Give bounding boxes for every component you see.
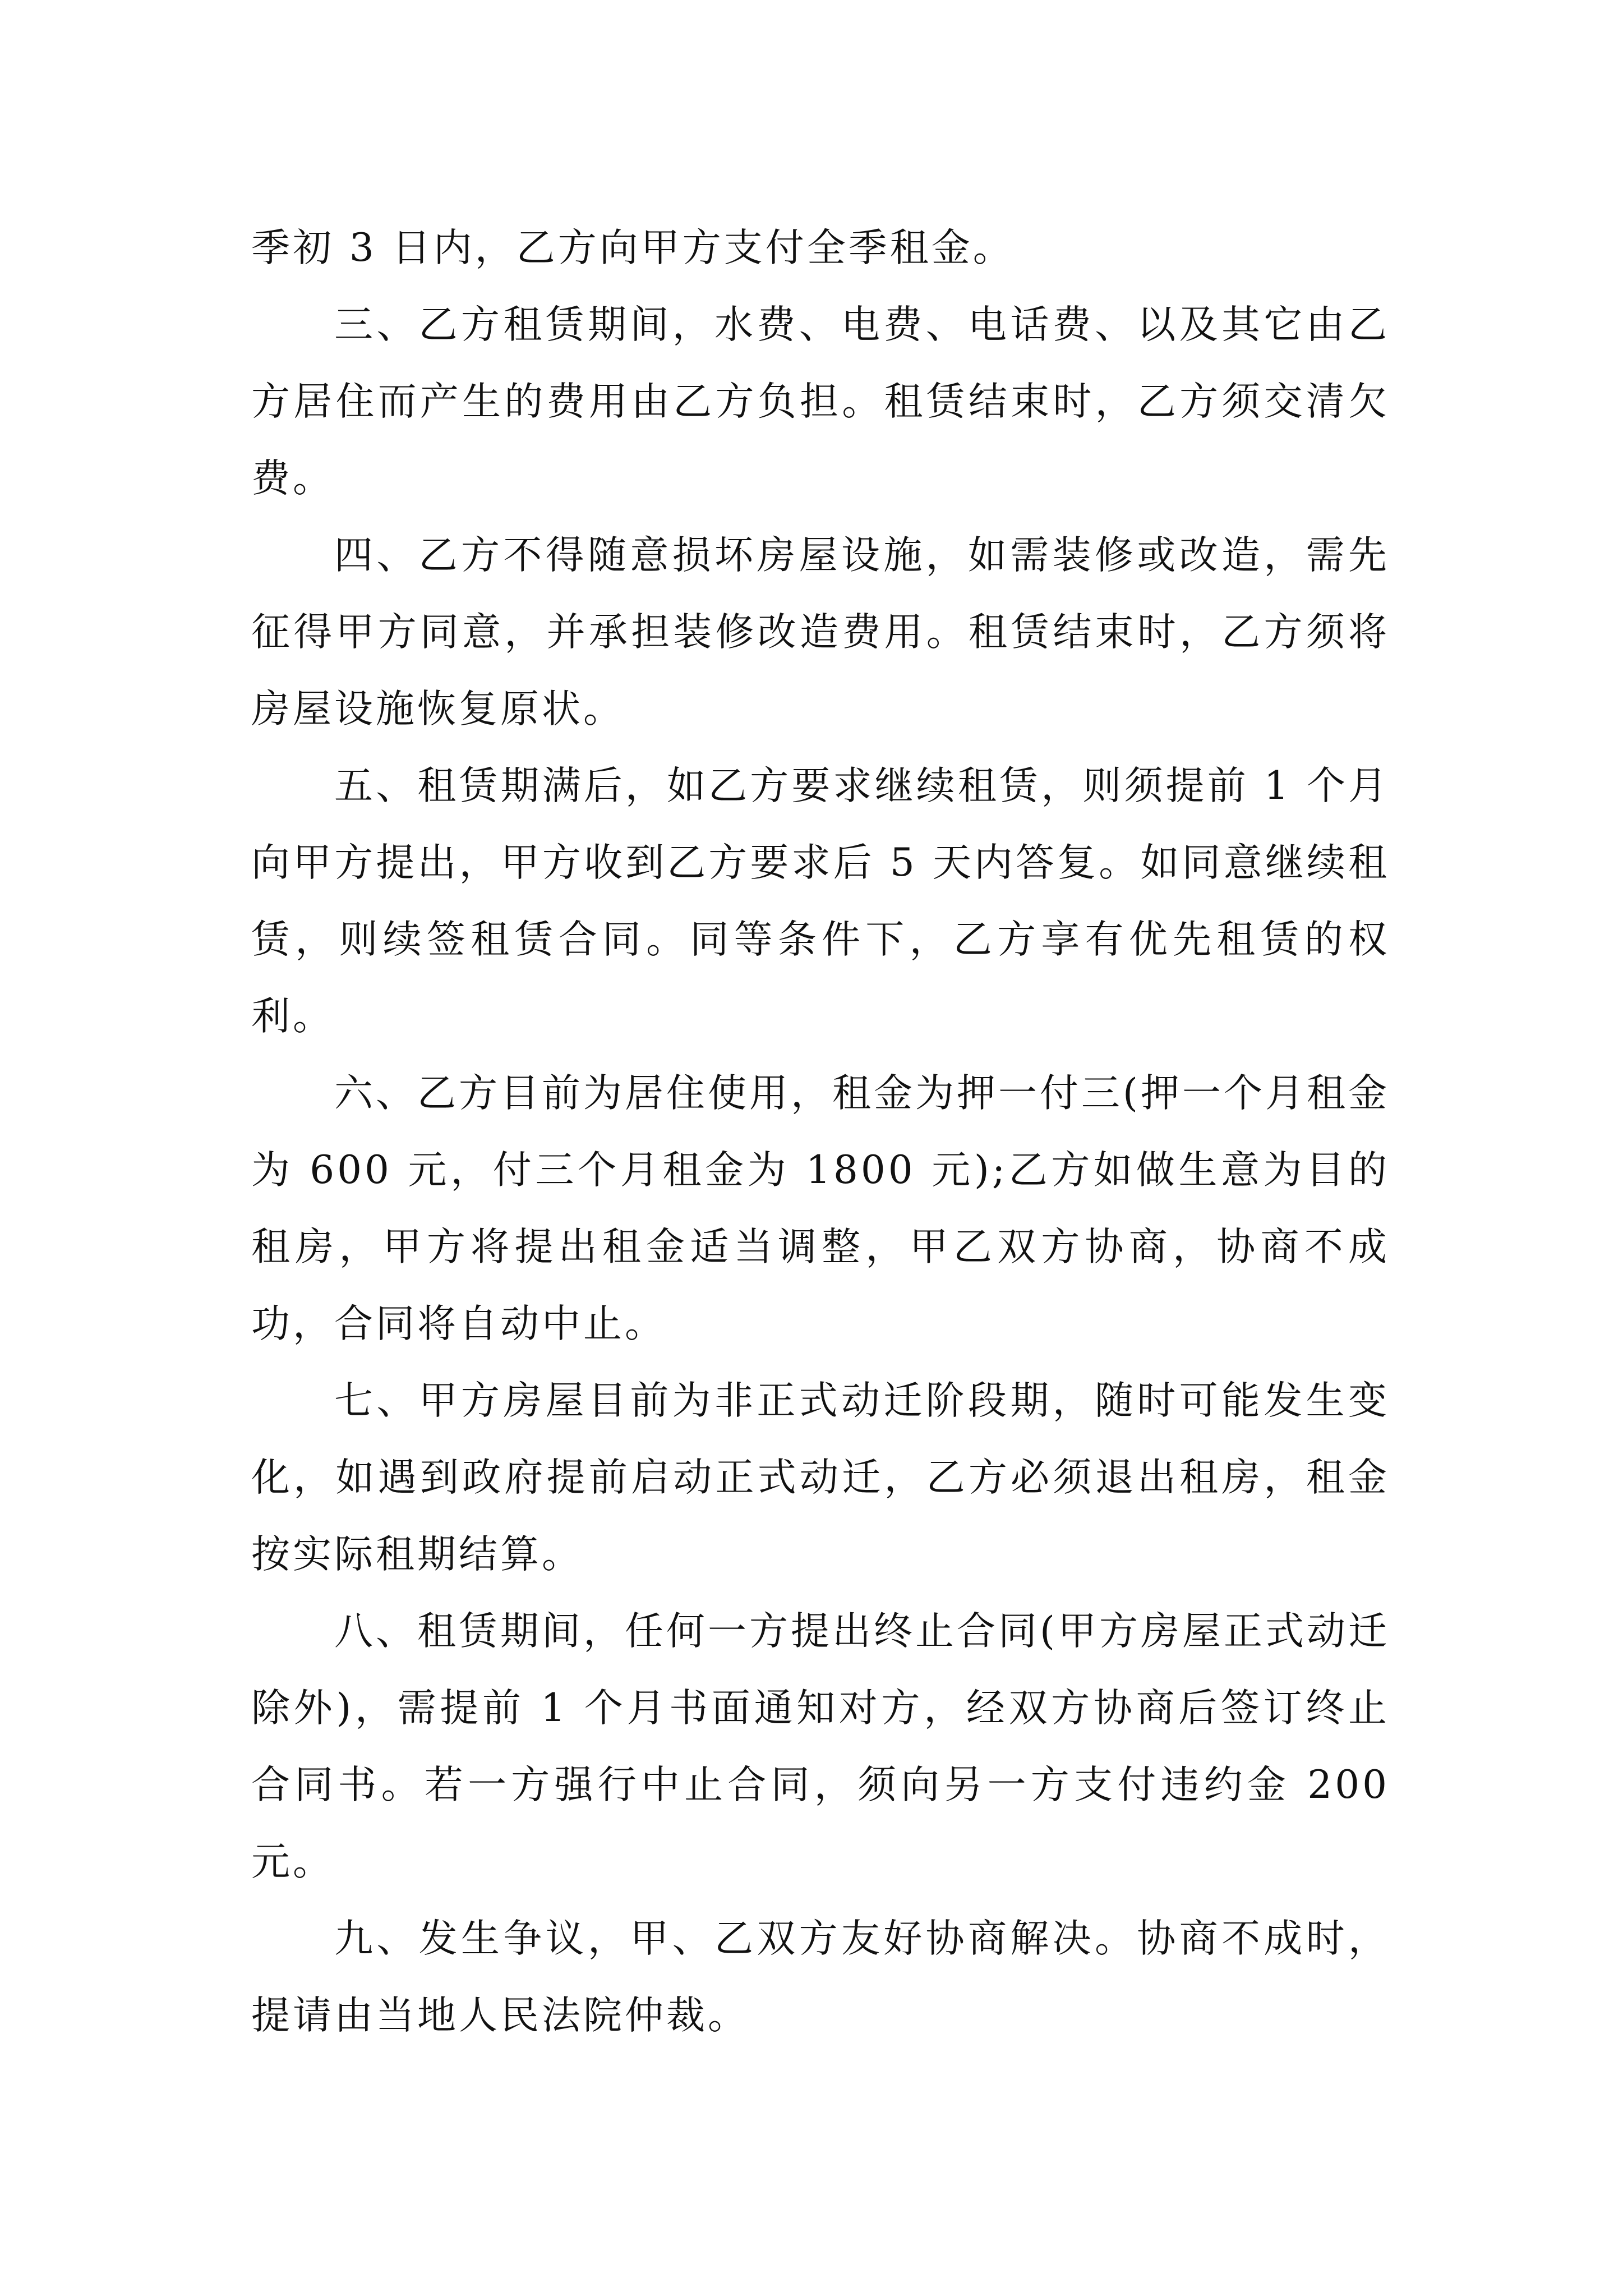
clause-4: 四、乙方不得随意损坏房屋设施，如需装修或改造，需先征得甲方同意，并承担装修改造费用。租赁结束时，乙方须将房屋设施恢复原状。 bbox=[251, 533, 1390, 731]
clause-7: 七、甲方房屋目前为非正式动迁阶段期，随时可能发生变化，如遇到政府提前启动正式动迁，乙方必须退出租房，租金按实际租期结算。 bbox=[251, 1378, 1390, 1577]
clause-9: 九、发生争议，甲、乙双方友好协商解决。协商不成时，提请由当地人民法院仲裁。 bbox=[251, 1916, 1390, 2038]
paragraph-continuation: 季初 3 日内，乙方向甲方支付全季租金。 bbox=[251, 226, 1015, 270]
clause-5: 五、租赁期满后，如乙方要求继续租赁，则须提前 1 个月向甲方提出，甲方收到乙方要求后 5 天内答复。如同意继续租赁，则续签租赁合同。同等条件下，乙方享有优先租赁的权利。 bbox=[251, 763, 1390, 1039]
clause-8: 八、租赁期间，任何一方提出终止合同(甲方房屋正式动迁除外)，需提前 1 个月书面通知对方，经双方协商后签订终止合同书。若一方强行中止合同，须向另一方支付违约金 200 元。 bbox=[251, 1609, 1390, 1884]
document-body bbox=[251, 210, 1390, 2054]
clause-3: 三、乙方租赁期间，水费、电费、电话费、以及其它由乙方居住而产生的费用由乙方负担。租赁结束时，乙方须交清欠费。 bbox=[251, 302, 1390, 501]
clause-6: 六、乙方目前为居住使用，租金为押一付三(押一个月租金为 600 元，付三个月租金为 1800 元);乙方如做生意为目的租房，甲方将提出租金适当调整，甲乙双方协商，协商不成功，合同将自动中止。 bbox=[251, 1071, 1390, 1346]
